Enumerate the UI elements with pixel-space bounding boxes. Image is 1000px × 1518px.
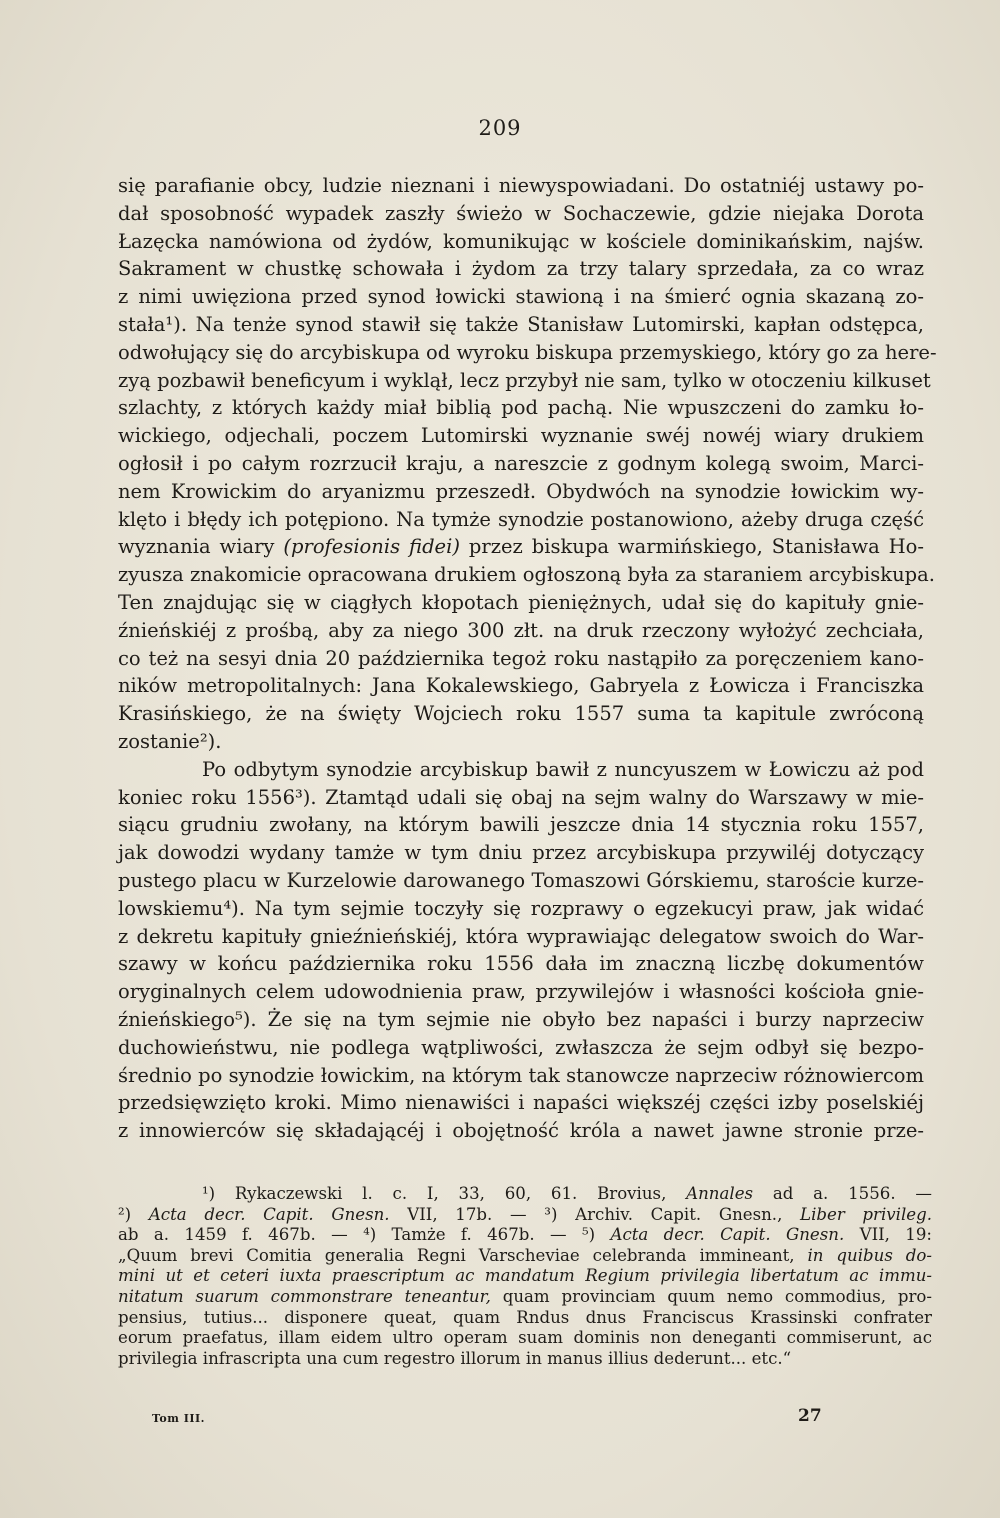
sheet-number: 27 xyxy=(798,1406,822,1426)
fn-italic: Acta decr. Capit. Gnesn. xyxy=(148,1204,390,1224)
text-line: duchowieństwu, nie podlega wątpliwości, zwłaszcza że sejm odbył się bezpo- xyxy=(118,1035,924,1059)
text-line: z nimi uwięziona przed synod łowicki stawioną i na śmierć ognia skazaną zo- xyxy=(118,285,924,309)
text-line: koniec roku 1556³). Ztamtąd udali się obaj na sejm walny do Warszawy w mie- xyxy=(118,785,924,809)
text-line: klęto i błędy ich potępiono. Na tymże synodzie postanowiono, ażeby druga część xyxy=(118,507,924,531)
text-line: oryginalnych celem udowodnienia praw, przywilejów i własności kościoła gnie- xyxy=(118,980,924,1004)
text-segment: przez biskupa warmińskiego, Stanisława Ho- xyxy=(459,535,924,559)
fn-italic: nitatum suarum commonstrare teneantur, xyxy=(118,1286,491,1306)
text-line-with-italic xyxy=(118,533,924,561)
text-line: Łazęcka namówiona od żydów, komunikując w kościele dominikańskim, najśw. xyxy=(118,229,924,253)
text-line: z innowierców się składającéj i obojętność króla a nawet jawne stronie prze- xyxy=(118,1119,924,1143)
footnote-line xyxy=(118,1205,932,1226)
fn-text: ¹) Rykaczewski l. c. I, 33, 60, 61. Brovius, xyxy=(202,1184,687,1203)
text-line: dał sposobność wypadek zaszły świeżo w Sochaczewie, gdzie niejaka Dorota xyxy=(118,201,924,225)
text-line: zostanie²). xyxy=(118,729,222,753)
text-line: siącu grudniu zwołany, na którym bawili jeszcze dnia 14 stycznia roku 1557, xyxy=(118,813,924,837)
fn-text: VII, 17b. — ³) Archiv. Capit. Gnesn., xyxy=(389,1204,801,1224)
text-line: Krasińskiego, że na święty Wojciech roku 1557 suma ta kapitule zwróconą xyxy=(118,702,924,726)
fn-text: ²) xyxy=(118,1204,149,1224)
fn-text: ab a. 1459 f. 467b. — ⁴) Tamże f. 467b. — ⁵) xyxy=(118,1225,611,1245)
text-line: lowskiemu⁴). Na tym sejmie toczyły się rozprawy o egzekucyi praw, jak widać xyxy=(118,896,924,920)
text-line: się parafianie obcy, ludzie nieznani i niewyspowiadani. Do ostatniéj ustawy po- xyxy=(118,174,924,197)
footnote-line: pensius, tutius... disponere queat, quam Rndus dnus Franciscus Krassinski confrater xyxy=(118,1307,932,1327)
footnote-line xyxy=(118,1287,932,1308)
fn-italic: mini ut et ceteri iuxta praescriptum ac mandatum Regium privilegia libertatum ac immu- xyxy=(118,1266,932,1286)
text-line: stała¹). Na tenże synod stawił się także Stanisław Lutomirski, kapłan odstępca, xyxy=(118,312,924,336)
text-line: źnieńskiego⁵). Że się na tym sejmie nie obyło bez napaści i burzy naprzeciw xyxy=(118,1007,924,1031)
text-line: ogłosił i po całym rozrzucił kraju, a nareszcie z godnym kolegą swoim, Marci- xyxy=(118,451,924,475)
footnotes xyxy=(118,1184,932,1369)
text-line: średnio po synodzie łowickim, na którym tak stanowcze naprzeciw różnowiercom xyxy=(118,1063,924,1087)
text-line: z dekretu kapituły gnieźnieńskiéj, która wyprawiając delegatow swoich do War- xyxy=(118,924,924,948)
text-line: szawy w końcu października roku 1556 dała im znaczną liczbę dokumentów xyxy=(118,952,924,976)
text-line: ników metropolitalnych: Jana Kokalewskiego, Gabryela z Łowicza i Franciszka xyxy=(118,674,924,698)
paragraph-start: Po odbytym synodzie arcybiskup bawił z nuncyuszem w Łowiczu aż pod xyxy=(202,757,924,781)
text-line: przedsięwzięto kroki. Mimo nienawiści i napaści większéj części izby poselskiéj xyxy=(118,1091,924,1115)
fn-italic: Acta decr. Capit. Gnesn. xyxy=(610,1225,845,1245)
fn-text: quam provinciam quum nemo commodius, pro- xyxy=(490,1286,932,1306)
text-line: co też na sesyi dnia 20 października tegoż roku nastąpiło za poręczeniem kano- xyxy=(118,646,924,670)
fn-italic: Liber privileg. xyxy=(800,1204,933,1224)
text-line: jak dowodzi wydany tamże w tym dniu przez arcybiskupa przywiléj dotyczący xyxy=(118,841,924,865)
text-line: pustego placu w Kurzelowie darowanego Tomaszowi Górskiemu, staroście kurze- xyxy=(118,868,924,892)
text-line: nem Krowickim do aryanizmu przeszedł. Obydwóch na synodzie łowickim wy- xyxy=(118,479,924,503)
italic-phrase: (profesionis fidei) xyxy=(283,535,460,559)
footnote-line: eorum praefatus, illam eidem ultro operam suam dominis non deneganti commiserunt, ac xyxy=(118,1328,932,1348)
footnote-line xyxy=(118,1246,932,1267)
main-text xyxy=(118,172,937,1145)
fn-text: „Quum brevi Comitia generalia Regni Varscheviae celebranda immineant, xyxy=(118,1245,808,1265)
text-line: zyusza znakomicie opracowana drukiem ogłoszoną była za staraniem arcybiskupa. xyxy=(118,563,935,587)
fn-text: VII, 19: xyxy=(844,1225,933,1245)
text-segment: wyznania wiary xyxy=(118,535,284,559)
text-line: Sakrament w chustkę schowała i żydom za trzy talary sprzedała, za co wraz xyxy=(118,257,924,281)
fn-italic: in quibus do- xyxy=(807,1245,932,1265)
fn-text: ad a. 1556. — xyxy=(753,1184,932,1203)
footnote-line xyxy=(118,1266,932,1287)
text-line: źnieńskiéj z prośbą, aby za niego 300 złt. na druk rzeczony wyłożyć zechciała, xyxy=(118,618,924,642)
text-line: odwołujący się do arcybiskupa od wyroku biskupa przemyskiego, który go za here- xyxy=(118,340,937,364)
text-line: szlachty, z których każdy miał biblią pod pachą. Nie wpuszczeni do zamku ło- xyxy=(118,396,924,420)
text-line: zyą pozbawił beneficyum i wyklął, lecz przybył nie sam, tylko w otoczeniu kilkuset xyxy=(118,368,931,392)
page-number: 209 xyxy=(478,116,522,140)
footnote-line xyxy=(118,1184,932,1205)
footnote-line xyxy=(118,1225,932,1246)
fn-italic: Annales xyxy=(686,1184,754,1203)
footnote-line: privilegia infrascripta una cum regestro illorum in manus illius dederunt... etc.“ xyxy=(118,1348,792,1368)
text-line: Ten znajdując się w ciągłych kłopotach pieniężnych, udał się do kapituły gnie- xyxy=(118,590,924,614)
text-line: wickiego, odjechali, poczem Lutomirski wyznanie swéj nowéj wiary drukiem xyxy=(118,424,924,448)
volume-signature: Tom III. xyxy=(152,1412,205,1425)
